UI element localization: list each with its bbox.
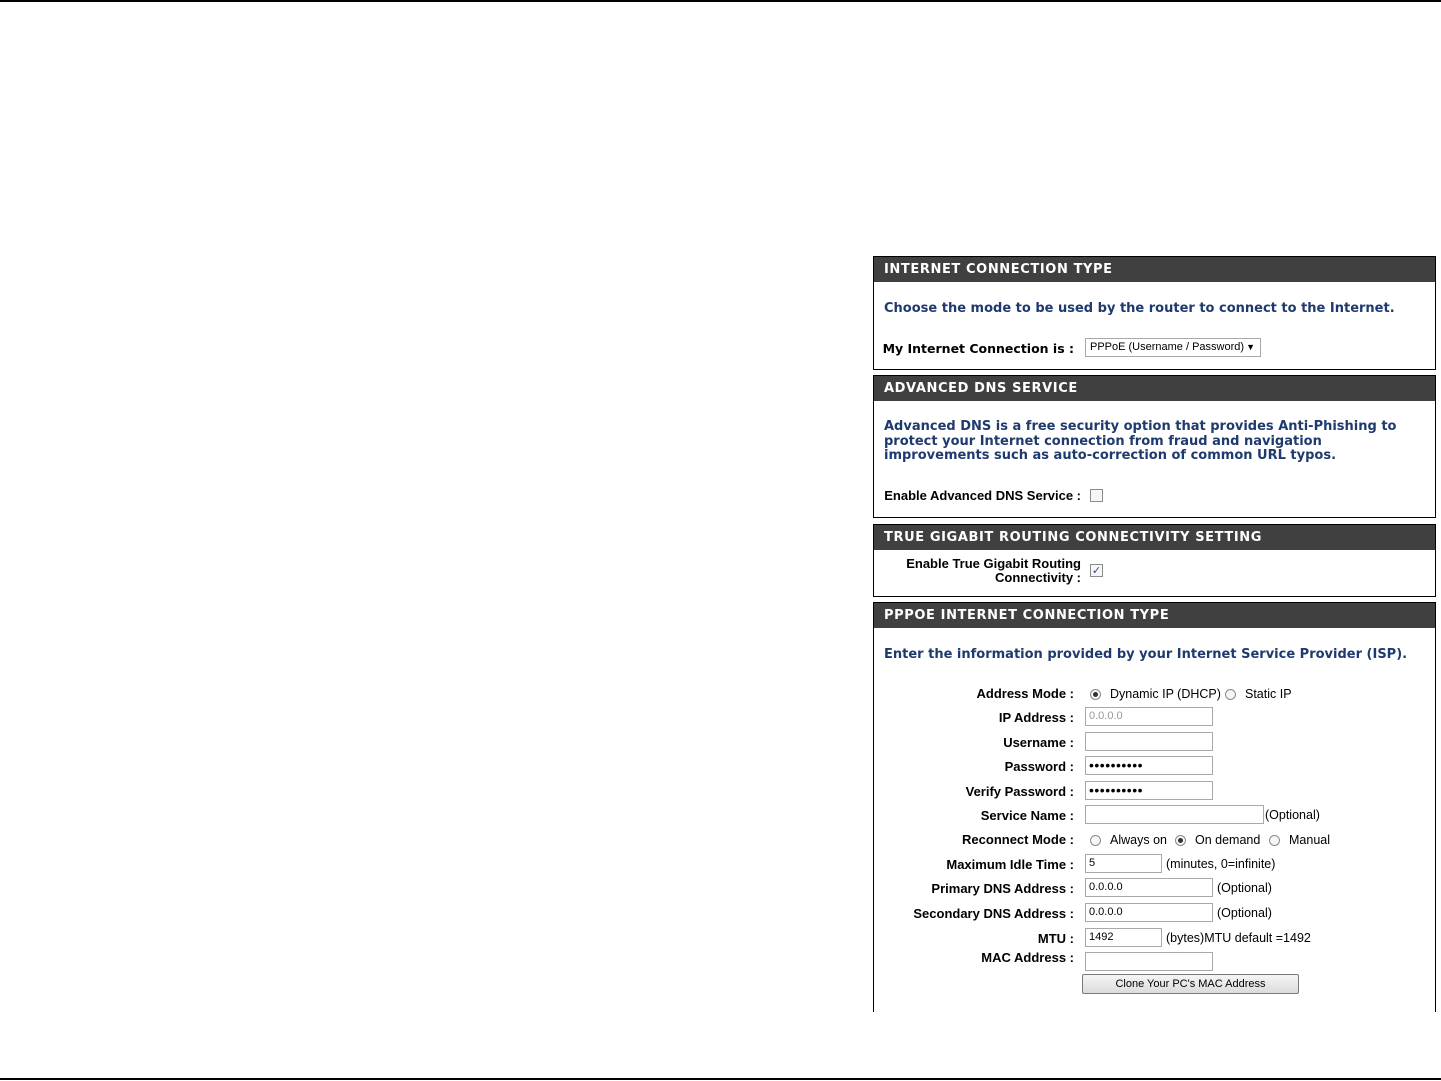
password-input[interactable]: •••••••••• — [1085, 756, 1213, 775]
bottom-rule — [0, 1078, 1441, 1080]
ip-address-label: IP Address : — [998, 710, 1074, 725]
connection-type-value: PPPoE (Username / Password) — [1090, 341, 1245, 353]
gigabit-label-line1: Enable True Gigabit Routing — [906, 556, 1081, 571]
section-description: Advanced DNS is a free security option that provides Anti-Phishing to protect your Internet connection from fraud and navigation improvements such as auto-correction of common URL typos. — [884, 419, 1397, 463]
primary-dns-input[interactable]: 0.0.0.0 — [1085, 878, 1213, 897]
advanced-dns-panel — [873, 375, 1436, 518]
max-idle-hint: (minutes, 0=infinite) — [1166, 857, 1276, 871]
ip-address-input[interactable]: 0.0.0.0 — [1085, 707, 1213, 726]
service-name-hint: (Optional) — [1265, 808, 1320, 822]
true-gigabit-panel — [873, 524, 1436, 597]
address-mode-dynamic-label: Dynamic IP (DHCP) — [1110, 687, 1221, 701]
section-description: Choose the mode to be used by the router to connect to the Internet. — [884, 301, 1395, 316]
section-header: ADVANCED DNS SERVICE — [874, 376, 1435, 401]
reconnect-manual-radio[interactable] — [1269, 835, 1280, 846]
address-mode-static-radio[interactable] — [1225, 689, 1236, 700]
address-mode-static-label: Static IP — [1245, 687, 1292, 701]
verify-password-label: Verify Password : — [965, 784, 1074, 799]
verify-password-input[interactable]: •••••••••• — [1085, 781, 1213, 800]
service-name-label: Service Name : — [980, 808, 1074, 823]
mtu-label: MTU : — [1037, 931, 1074, 946]
chevron-down-icon: ▼ — [1246, 342, 1255, 352]
max-idle-label: Maximum Idle Time : — [946, 857, 1074, 872]
top-rule — [0, 0, 1441, 2]
primary-dns-hint: (Optional) — [1217, 881, 1272, 895]
reconnect-always-on-label: Always on — [1110, 833, 1167, 847]
service-name-input[interactable] — [1085, 805, 1264, 824]
reconnect-on-demand-label: On demand — [1195, 833, 1261, 847]
connection-type-label: My Internet Connection is : — [882, 341, 1074, 356]
address-mode-label: Address Mode : — [976, 686, 1074, 701]
reconnect-on-demand-radio[interactable] — [1175, 835, 1186, 846]
mac-address-label: MAC Address : — [981, 950, 1074, 965]
pppoe-panel — [873, 602, 1436, 1012]
primary-dns-label: Primary DNS Address : — [931, 881, 1074, 896]
advanced-dns-checkbox[interactable] — [1090, 489, 1103, 502]
username-label: Username : — [1003, 735, 1074, 750]
secondary-dns-label: Secondary DNS Address : — [913, 906, 1074, 921]
connection-type-select[interactable] — [1085, 338, 1261, 357]
section-description: Enter the information provided by your Internet Service Provider (ISP). — [884, 647, 1408, 662]
section-header: PPPOE INTERNET CONNECTION TYPE — [874, 603, 1435, 628]
mtu-input[interactable]: 1492 — [1085, 928, 1162, 947]
advanced-dns-label: Enable Advanced DNS Service : — [884, 488, 1081, 503]
internet-connection-type-panel — [873, 256, 1436, 370]
reconnect-manual-label: Manual — [1289, 833, 1330, 847]
gigabit-checkbox[interactable]: ✓ — [1091, 564, 1102, 577]
mac-address-input[interactable] — [1085, 952, 1213, 971]
section-header: TRUE GIGABIT ROUTING CONNECTIVITY SETTING — [874, 525, 1435, 550]
secondary-dns-input[interactable]: 0.0.0.0 — [1085, 903, 1213, 922]
clone-mac-button[interactable]: Clone Your PC's MAC Address — [1082, 974, 1299, 994]
address-mode-dynamic-radio[interactable] — [1090, 689, 1101, 700]
password-label: Password : — [1004, 759, 1074, 774]
username-input[interactable] — [1085, 732, 1213, 751]
mtu-hint: (bytes)MTU default =1492 — [1166, 931, 1311, 945]
secondary-dns-hint: (Optional) — [1217, 906, 1272, 920]
section-header: INTERNET CONNECTION TYPE — [874, 257, 1435, 282]
max-idle-input[interactable]: 5 — [1085, 854, 1162, 873]
gigabit-label-line2: Connectivity : — [995, 570, 1081, 585]
reconnect-always-on-radio[interactable] — [1090, 835, 1101, 846]
reconnect-mode-label: Reconnect Mode : — [962, 832, 1074, 847]
